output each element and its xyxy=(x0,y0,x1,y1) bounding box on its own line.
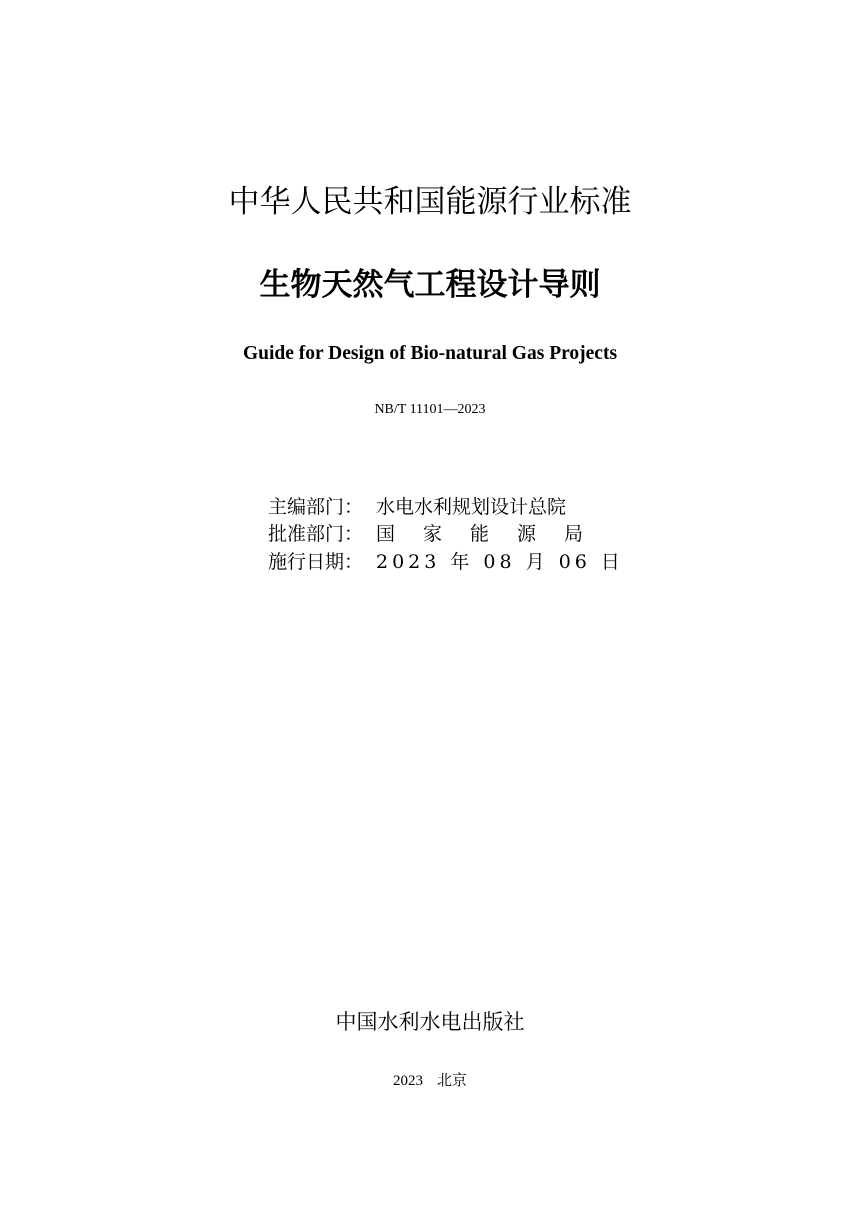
editor-row xyxy=(268,494,566,520)
standard-number: NB/T 11101—2023 xyxy=(374,402,486,417)
chinese-title: 生物天然气工程设计导则 xyxy=(259,267,601,303)
effective-date-value: 2023 年 08 月 06 日 xyxy=(376,551,624,573)
approver-label: 批准部门： xyxy=(268,523,364,545)
publication-place xyxy=(0,1069,860,1090)
editor-label: 主编部门： xyxy=(268,496,364,518)
approver-value: 国家能源局 xyxy=(376,523,612,545)
editor-value: 水电水利规划设计总院 xyxy=(376,496,567,518)
approver-row xyxy=(268,521,611,547)
publication-year: 2023 xyxy=(392,1073,423,1089)
industry-standard-heading: 中华人民共和国能源行业标准 xyxy=(228,184,632,220)
english-title: Guide for Design of Bio-natural Gas Projects xyxy=(242,343,618,364)
publication-city: 北京 xyxy=(436,1071,467,1089)
publisher-name: 中国水利水电出版社 xyxy=(335,1010,525,1034)
effective-date-row xyxy=(268,549,624,575)
effective-date-label: 施行日期： xyxy=(268,551,364,573)
